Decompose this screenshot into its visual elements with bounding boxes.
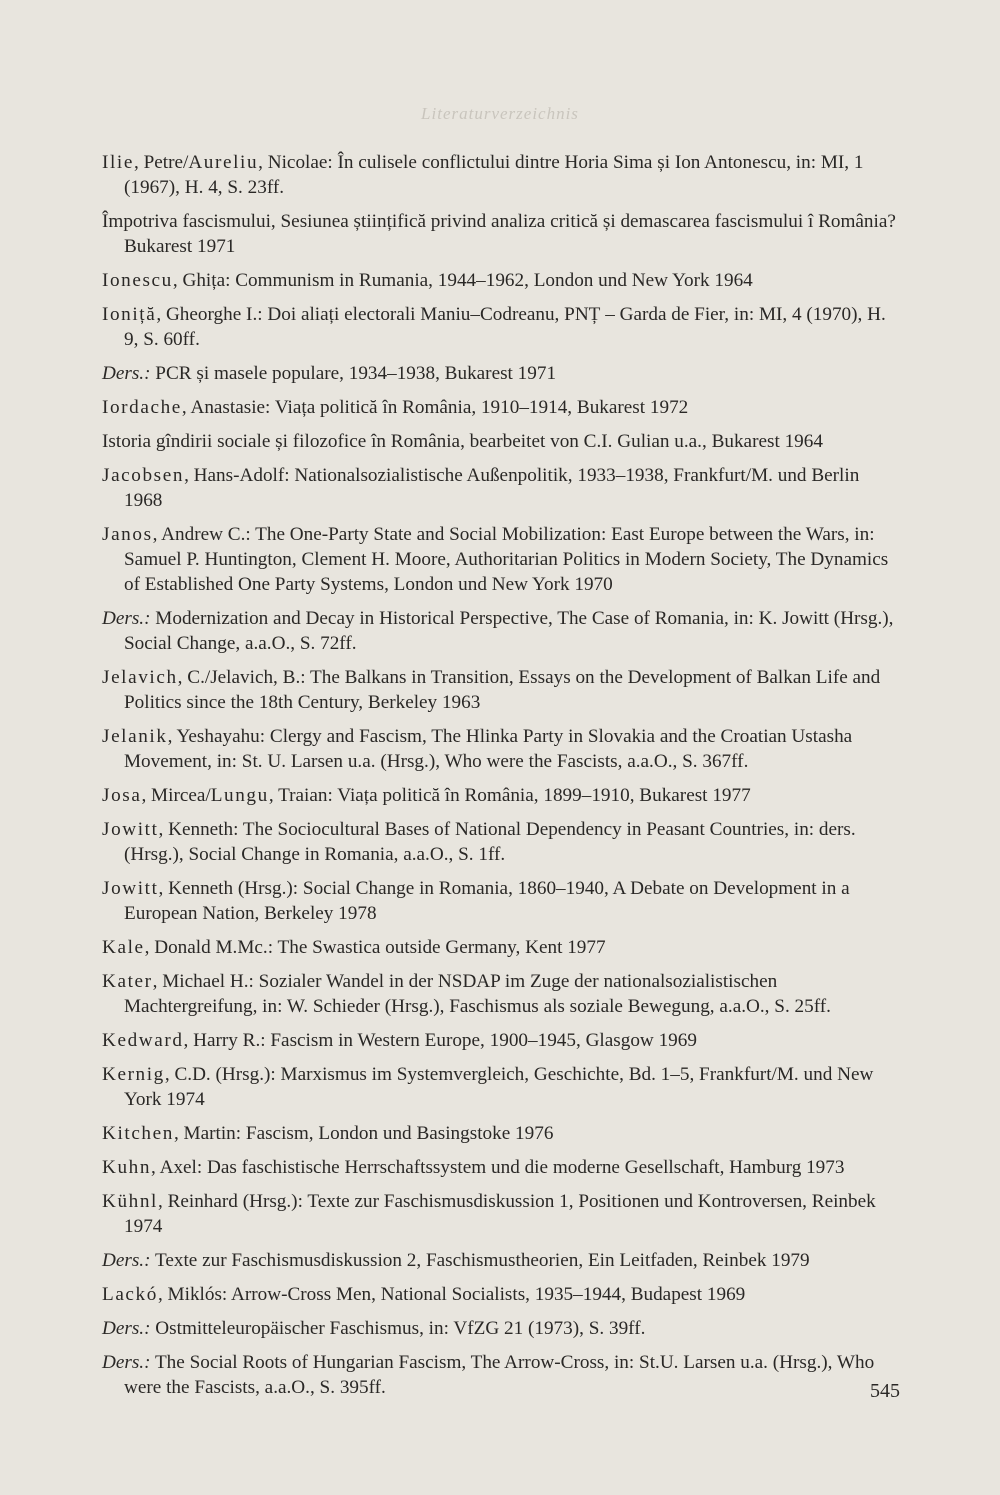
bibliography-entry [102, 522, 902, 597]
entry-author: Jowitt [102, 819, 159, 840]
entry-author: Ionescu [102, 270, 173, 291]
entry-author: Jacobsen [102, 465, 185, 486]
bibliography-entry [102, 1316, 902, 1341]
bibliography-entry [102, 817, 902, 867]
bibliography-list [102, 150, 902, 1409]
entry-text: , Petre/ [133, 152, 189, 173]
entry-text: , Michael H.: Sozialer Wandel in der NSDAP im Zuge der nationalsozialistischen Machtergreifung, in: W. Schieder (Hrsg.), Faschismus als soziale Bewegung, a.a.O., S. 25ff. [124, 971, 831, 1017]
entry-author: Iordache [102, 397, 182, 418]
entry-text: PCR și masele populare, 1934–1938, Bukarest 1971 [150, 363, 557, 384]
running-head: Literaturverzeichnis [421, 104, 579, 123]
entry-text: Istoria gîndirii sociale și filozofice în România, bearbeitet von C.I. Gulian u.a., Bukarest 1964 [102, 431, 823, 452]
entry-text: , Miklós: Arrow-Cross Men, National Socialists, 1935–1944, Budapest 1969 [157, 1284, 746, 1305]
ders-abbreviation: Ders.: [102, 363, 151, 384]
entry-text: , Andrew C.: The One-Party State and Social Mobilization: East Europe between the Wars, in: Samuel P. Huntington, Clement H. Moore, Authoritarian Politics in Modern Society, The Dynamics of Established One Party Systems, London und New York 1970 [124, 524, 889, 595]
bibliography-entry [102, 361, 902, 386]
entry-text: , Gheorghe I.: Doi aliați electorali Maniu–Codreanu, PNȚ – Garda de Fier, in: MI, 4 (1970), H. 9, S. 60ff. [124, 304, 886, 350]
entry-author: Janos [102, 524, 153, 545]
entry-author: Kernig [102, 1064, 165, 1085]
entry-text: Texte zur Faschismusdiskussion 2, Faschismustheorien, Ein Leitfaden, Reinbek 1979 [150, 1250, 810, 1271]
bibliography-entry [102, 665, 902, 715]
bibliography-entry [102, 150, 902, 200]
ders-abbreviation: Ders.: [102, 608, 151, 629]
bibliography-entry [102, 302, 902, 352]
ders-abbreviation: Ders.: [102, 1318, 151, 1339]
entry-coauthor: Lungu [210, 785, 269, 806]
bibliography-entry [102, 1282, 902, 1307]
bibliography-entry [102, 463, 902, 513]
bibliography-entry [102, 606, 902, 656]
entry-text: , Donald M.Mc.: The Swastica outside Germany, Kent 1977 [144, 937, 606, 958]
bibliography-entry [102, 724, 902, 774]
entry-coauthor: Aureliu [188, 152, 259, 173]
entry-author: Kühnl [102, 1191, 158, 1212]
bibliography-entry [102, 209, 902, 259]
bibliography-entry [102, 429, 902, 454]
entry-author: Ilie [102, 152, 134, 173]
bibliography-entry [102, 969, 902, 1019]
bibliography-entry [102, 1028, 902, 1053]
bibliography-entry [102, 783, 902, 808]
bibliography-entry [102, 1062, 902, 1112]
bibliography-entry [102, 935, 902, 960]
entry-text: , Hans-Adolf: Nationalsozialistische Außenpolitik, 1933–1938, Frankfurt/M. und Berlin 1968 [124, 465, 860, 511]
entry-text: , Ghița: Communism in Rumania, 1944–1962, London und New York 1964 [172, 270, 753, 291]
entry-text-continued: , Nicolae: În culisele conflictului dintre Horia Sima și Ion Antonescu, in: MI, 1 (1967), H. 4, S. 23ff. [124, 152, 864, 198]
entry-text: , Kenneth (Hrsg.): Social Change in Romania, 1860–1940, A Debate on Development in a European Nation, Berkeley 1978 [124, 878, 850, 924]
entry-text: , Mircea/ [141, 785, 211, 806]
entry-text: , Axel: Das faschistische Herrschaftssystem und die moderne Gesellschaft, Hamburg 1973 [151, 1157, 845, 1178]
entry-text: The Social Roots of Hungarian Fascism, The Arrow-Cross, in: St.U. Larsen u.a. (Hrsg.), Who were the Fascists, a.a.O., S. 395ff. [124, 1352, 875, 1398]
entry-text-continued: , Traian: Viața politică în România, 1899–1910, Bukarest 1977 [268, 785, 751, 806]
entry-author: Lackó [102, 1284, 158, 1305]
ders-abbreviation: Ders.: [102, 1250, 151, 1271]
entry-author: Kitchen [102, 1123, 174, 1144]
entry-author: Kuhn [102, 1157, 152, 1178]
entry-text: , Martin: Fascism, London und Basingstoke 1976 [173, 1123, 554, 1144]
entry-text: , Yeshayahu: Clergy and Fascism, The Hlinka Party in Slovakia and the Croatian Ustasha Movement, in: St. U. Larsen u.a. (Hrsg.), Who were the Fascists, a.a.O., S. 367ff. [124, 726, 853, 772]
bibliography-entry [102, 876, 902, 926]
entry-text: Împotriva fascismului, Sesiunea științifică privind analiza critică și demascarea fascismului î România? Bukarest 1971 [102, 211, 896, 257]
bibliography-entry [102, 1248, 902, 1273]
entry-author: Jelanik [102, 726, 168, 747]
entry-author: Kedward [102, 1030, 184, 1051]
entry-text: , Anastasie: Viața politică în România, 1910–1914, Bukarest 1972 [181, 397, 689, 418]
bibliography-entry [102, 395, 902, 420]
entry-author: Josa [102, 785, 142, 806]
entry-text: , Reinhard (Hrsg.): Texte zur Faschismusdiskussion 1, Positionen und Kontroversen, Reinbek 1974 [124, 1191, 876, 1237]
entry-author: Jelavich [102, 667, 178, 688]
bibliography-entry [102, 1350, 902, 1400]
entry-text: Ostmitteleuropäischer Faschismus, in: VfZG 21 (1973), S. 39ff. [150, 1318, 646, 1339]
bibliography-entry [102, 1155, 902, 1180]
ders-abbreviation: Ders.: [102, 1352, 151, 1373]
entry-text: , C.D. (Hrsg.): Marxismus im Systemvergleich, Geschichte, Bd. 1–5, Frankfurt/M. und New York 1974 [124, 1064, 874, 1110]
bibliography-entry [102, 1189, 902, 1239]
entry-author: Kater [102, 971, 153, 992]
entry-author: Kale [102, 937, 145, 958]
entry-author: Ioniță [102, 304, 157, 325]
entry-text: , Harry R.: Fascism in Western Europe, 1900–1945, Glasgow 1969 [183, 1030, 697, 1051]
bibliography-entry [102, 268, 902, 293]
bibliography-entry [102, 1121, 902, 1146]
entry-text: Modernization and Decay in Historical Perspective, The Case of Romania, in: K. Jowitt (Hrsg.), Social Change, a.a.O., S. 72ff. [124, 608, 894, 654]
entry-text: , Kenneth: The Sociocultural Bases of National Dependency in Peasant Countries, in: ders. (Hrsg.), Social Change in Romania, a.a.O., S. 1ff. [124, 819, 856, 865]
entry-author: Jowitt [102, 878, 159, 899]
page-number: 545 [870, 1380, 900, 1402]
entry-text: , C./Jelavich, B.: The Balkans in Transition, Essays on the Development of Balkan Life and Politics since the 18th Century, Berkeley 1963 [124, 667, 881, 713]
